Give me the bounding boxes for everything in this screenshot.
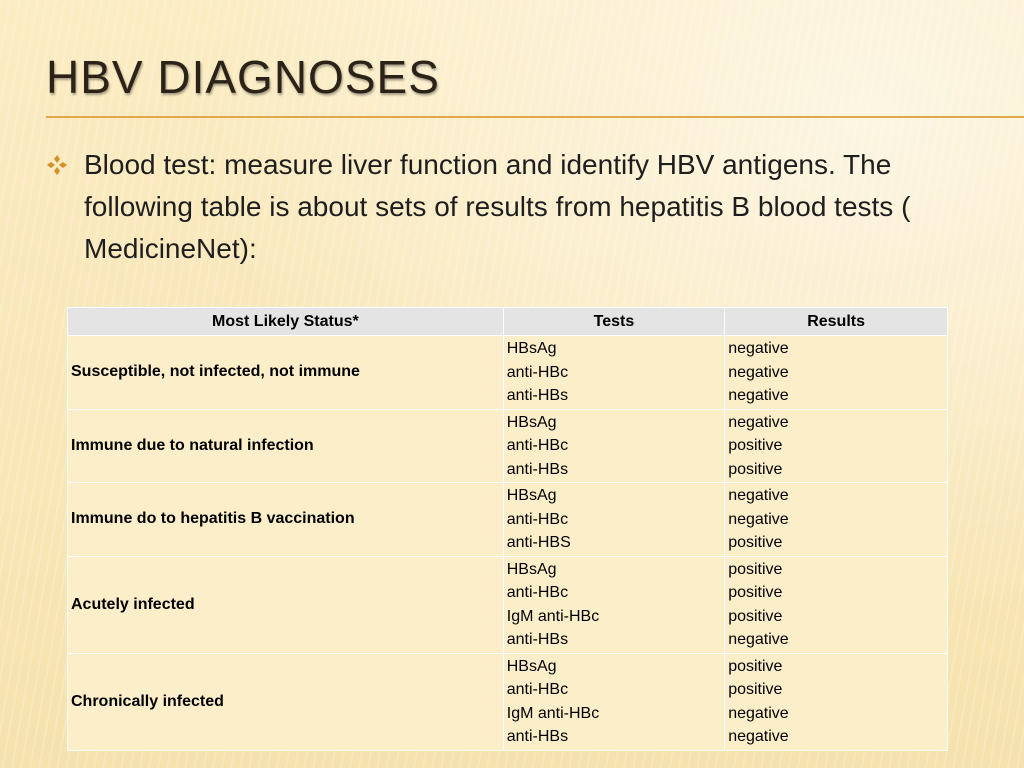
test-name: HBsAg	[506, 657, 557, 675]
table-header-row	[68, 308, 948, 336]
test-name: anti-HBs	[506, 460, 569, 478]
hbv-results-table	[67, 307, 948, 751]
test-name: HBsAg	[506, 487, 557, 504]
test-name: HBsAg	[506, 340, 557, 357]
table-row	[68, 483, 948, 557]
test-result: positive	[728, 681, 783, 698]
test-result: negative	[728, 387, 789, 404]
test-name: anti-HBc	[506, 681, 569, 698]
test-name: IgM anti-HBc	[506, 704, 600, 722]
results-cell	[725, 556, 948, 653]
table-row	[68, 653, 948, 750]
header-tests: Tests	[503, 308, 724, 336]
test-name: anti-HBc	[506, 584, 569, 601]
tests-cell	[503, 409, 724, 483]
test-result: negative	[728, 487, 789, 504]
tests-cell	[503, 556, 724, 653]
test-name: anti-HBc	[506, 437, 569, 454]
test-result: positive	[728, 534, 783, 551]
test-result: positive	[728, 460, 783, 478]
tests-cell	[503, 653, 724, 750]
test-result: positive	[728, 560, 783, 578]
status-cell: Acutely infected	[68, 556, 504, 653]
test-result: negative	[728, 631, 789, 648]
test-result: positive	[728, 657, 783, 675]
test-name: anti-HBS	[506, 534, 571, 551]
diamond-bullet-icon	[46, 154, 68, 176]
title-divider	[46, 116, 1024, 118]
test-result: negative	[728, 363, 789, 381]
test-name: anti-HBs	[506, 728, 569, 745]
test-name: IgM anti-HBc	[506, 607, 600, 625]
results-cell	[725, 409, 948, 483]
results-cell	[725, 336, 948, 410]
test-name: anti-HBs	[506, 387, 569, 404]
test-result: positive	[728, 437, 783, 454]
results-cell	[725, 653, 948, 750]
test-name: HBsAg	[506, 560, 557, 578]
table-row	[68, 556, 948, 653]
table-row	[68, 409, 948, 483]
test-result: negative	[728, 413, 789, 431]
status-cell: Immune due to natural infection	[68, 409, 504, 483]
test-result: positive	[728, 607, 783, 625]
test-result: negative	[728, 728, 789, 745]
bullet-point	[46, 144, 976, 270]
test-name: HBsAg	[506, 413, 557, 431]
bullet-text: Blood test: measure liver function and identify HBV antigens. The following table is about sets of results from hepatitis B blood tests ( MedicineNet):	[84, 149, 911, 264]
test-name: anti-HBc	[506, 363, 569, 381]
results-cell	[725, 483, 948, 557]
header-status: Most Likely Status*	[68, 308, 504, 336]
test-result: negative	[728, 704, 789, 722]
tests-cell	[503, 336, 724, 410]
status-cell: Immune do to hepatitis B vaccination	[68, 483, 504, 557]
tests-cell	[503, 483, 724, 557]
header-results: Results	[725, 308, 948, 336]
test-result: negative	[728, 340, 789, 357]
slide-title: HBV DIAGNOSES	[46, 51, 440, 103]
test-name: anti-HBs	[506, 631, 569, 648]
test-result: negative	[728, 510, 789, 528]
test-name: anti-HBc	[506, 510, 569, 528]
test-result: positive	[728, 584, 783, 601]
table-row	[68, 336, 948, 410]
status-cell: Susceptible, not infected, not immune	[68, 336, 504, 410]
status-cell: Chronically infected	[68, 653, 504, 750]
